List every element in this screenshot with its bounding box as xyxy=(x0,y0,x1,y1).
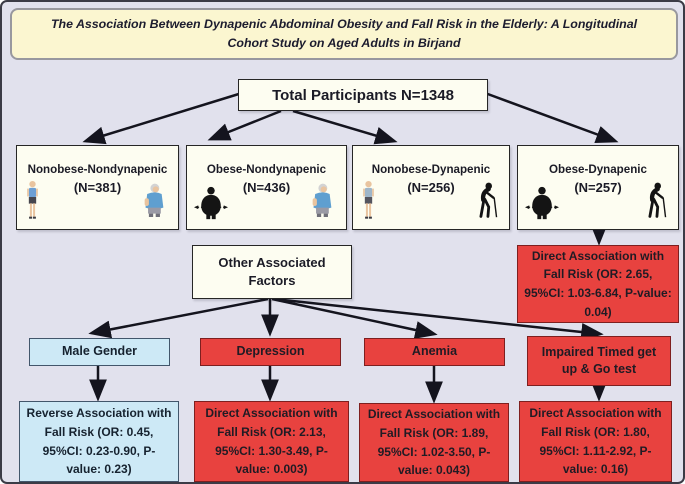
arrow-factors-to-anemia xyxy=(272,299,434,334)
group-name: Nonobese-Nondynapenic xyxy=(27,163,168,176)
arrow-total-to-group2 xyxy=(211,111,281,139)
standing-adult-icon xyxy=(24,180,41,225)
group-box-obese-nondynapenic xyxy=(186,145,347,230)
result-text: Direct Association with Fall Risk (OR: 2.13, 95%CI: 1.30-3.49, P-value: 0.003) xyxy=(205,406,338,477)
other-factors-box xyxy=(192,245,352,299)
obese-waist-measure-icon xyxy=(525,186,559,225)
group-n: (N=436) xyxy=(242,180,291,196)
factor-label: Anemia xyxy=(411,344,458,359)
factor-label: Depression xyxy=(236,344,305,359)
result-text: Direct Association with Fall Risk (OR: 1.80, 95%CI: 1.11-2.92, P-value: 0.16) xyxy=(529,406,662,477)
standing-adult-icon xyxy=(360,180,377,225)
total-participants-box xyxy=(238,79,488,111)
group-name: Obese-Nondynapenic xyxy=(206,163,327,176)
group-name: Obese-Dynapenic xyxy=(549,163,647,176)
obese-waist-measure-icon xyxy=(194,186,228,225)
elderly-person-icon xyxy=(305,180,339,225)
group-box-obese-dynapenic xyxy=(517,145,679,230)
factor-label: Male Gender xyxy=(61,344,138,359)
arrow-factors-to-male-gender xyxy=(92,299,268,333)
factor-box-depression xyxy=(200,338,341,366)
arrow-total-to-group3 xyxy=(293,111,394,141)
result-box-male-gender xyxy=(19,401,179,482)
obese-dynapenic-result-box xyxy=(517,245,679,323)
obese-dynapenic-result-text: Direct Association with Fall Risk (OR: 2.65, 95%CI: 1.03-6.84, P-value: 0.04) xyxy=(524,248,672,319)
group-name: Nonobese-Dynapenic xyxy=(371,163,491,176)
other-factors-label: Other Associated Factors xyxy=(218,254,326,288)
result-box-anemia xyxy=(359,403,509,482)
group-box-nonobese-dynapenic xyxy=(352,145,510,230)
result-box-depression xyxy=(194,401,349,482)
elderly-person-icon xyxy=(137,180,171,225)
result-text: Reverse Association with Fall Risk (OR: 0.45, 95%CI: 0.23-0.90, P-value: 0.23) xyxy=(26,406,172,477)
study-title: The Association Between Dynapenic Abdominal Obesity and Fall Risk in the Elderly: A Longitudinal Cohort Study on Aged Adults in Birjand xyxy=(10,8,678,60)
result-text: Direct Association with Fall Risk (OR: 1.89, 95%CI: 1.02-3.50, P-value: 0.043) xyxy=(367,407,501,478)
factor-box-anemia xyxy=(364,338,505,366)
factor-label: Impaired Timed get up & Go test xyxy=(541,344,657,376)
factor-box-male-gender xyxy=(29,338,170,366)
arrow-total-to-group1 xyxy=(86,93,242,141)
elderly-cane-icon xyxy=(646,180,671,225)
group-box-nonobese-nondynapenic xyxy=(16,145,179,230)
arrow-total-to-group4 xyxy=(485,93,615,141)
group-n: (N=256) xyxy=(407,180,455,196)
factor-box-timed-up-and-go xyxy=(527,336,671,386)
total-participants-label: Total Participants N=1348 xyxy=(272,86,454,104)
result-box-timed-up-and-go xyxy=(519,401,672,482)
group-n: (N=257) xyxy=(574,180,622,196)
group-n: (N=381) xyxy=(73,180,122,196)
elderly-cane-icon xyxy=(477,180,502,225)
